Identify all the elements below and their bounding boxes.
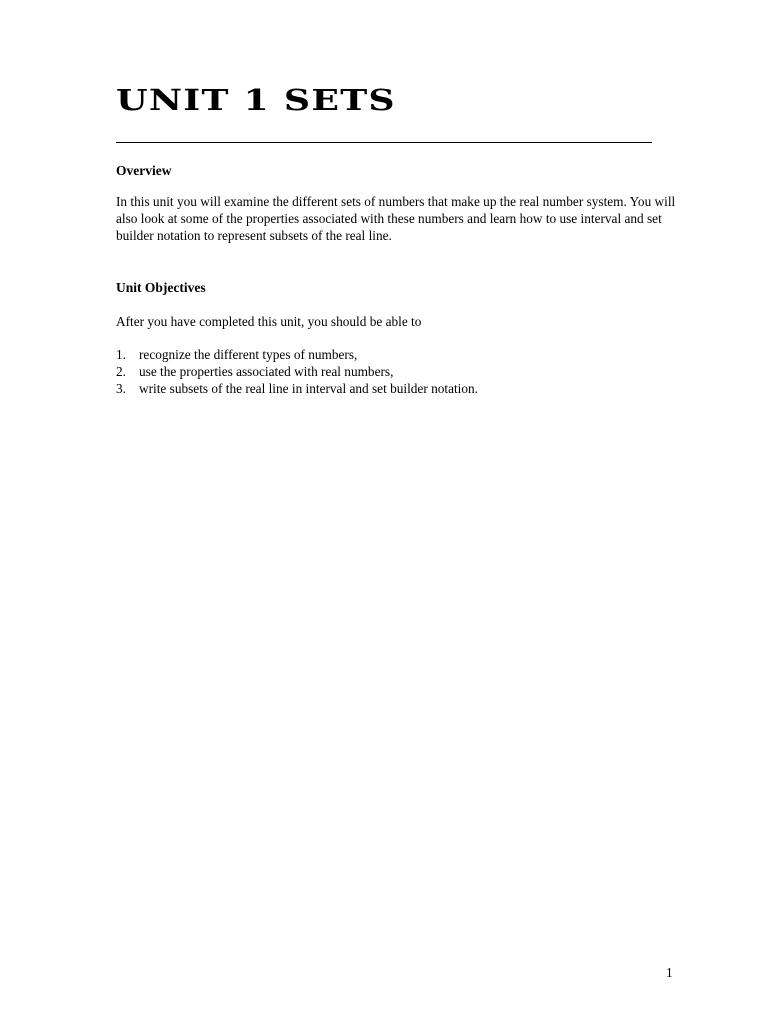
list-item-number: 2. <box>116 364 126 379</box>
list-item-text: use the properties associated with real numbers, <box>139 364 394 379</box>
list-item <box>116 363 478 380</box>
list-item <box>116 346 478 363</box>
list-item <box>116 380 478 397</box>
list-item-number: 3. <box>116 381 126 396</box>
list-item-text: recognize the different types of numbers, <box>139 347 358 362</box>
list-item-text: write subsets of the real line in interval and set builder notation. <box>139 381 478 396</box>
list-item-number: 1. <box>116 347 126 362</box>
title-rule <box>116 142 652 143</box>
overview-paragraph: In this unit you will examine the different sets of numbers that make up the real number system. You will also look at some of the properties associated with these numbers and learn how to use interval and set builder notation to represent subsets of the real line. <box>116 194 676 243</box>
objectives-list <box>116 346 478 397</box>
objectives-heading: Unit Objectives <box>116 280 206 295</box>
objectives-intro: After you have completed this unit, you should be able to <box>116 314 422 329</box>
page-number: 1 <box>666 965 673 980</box>
overview-heading: Overview <box>116 163 172 178</box>
page-title: UNIT 1 SETS <box>116 83 396 117</box>
